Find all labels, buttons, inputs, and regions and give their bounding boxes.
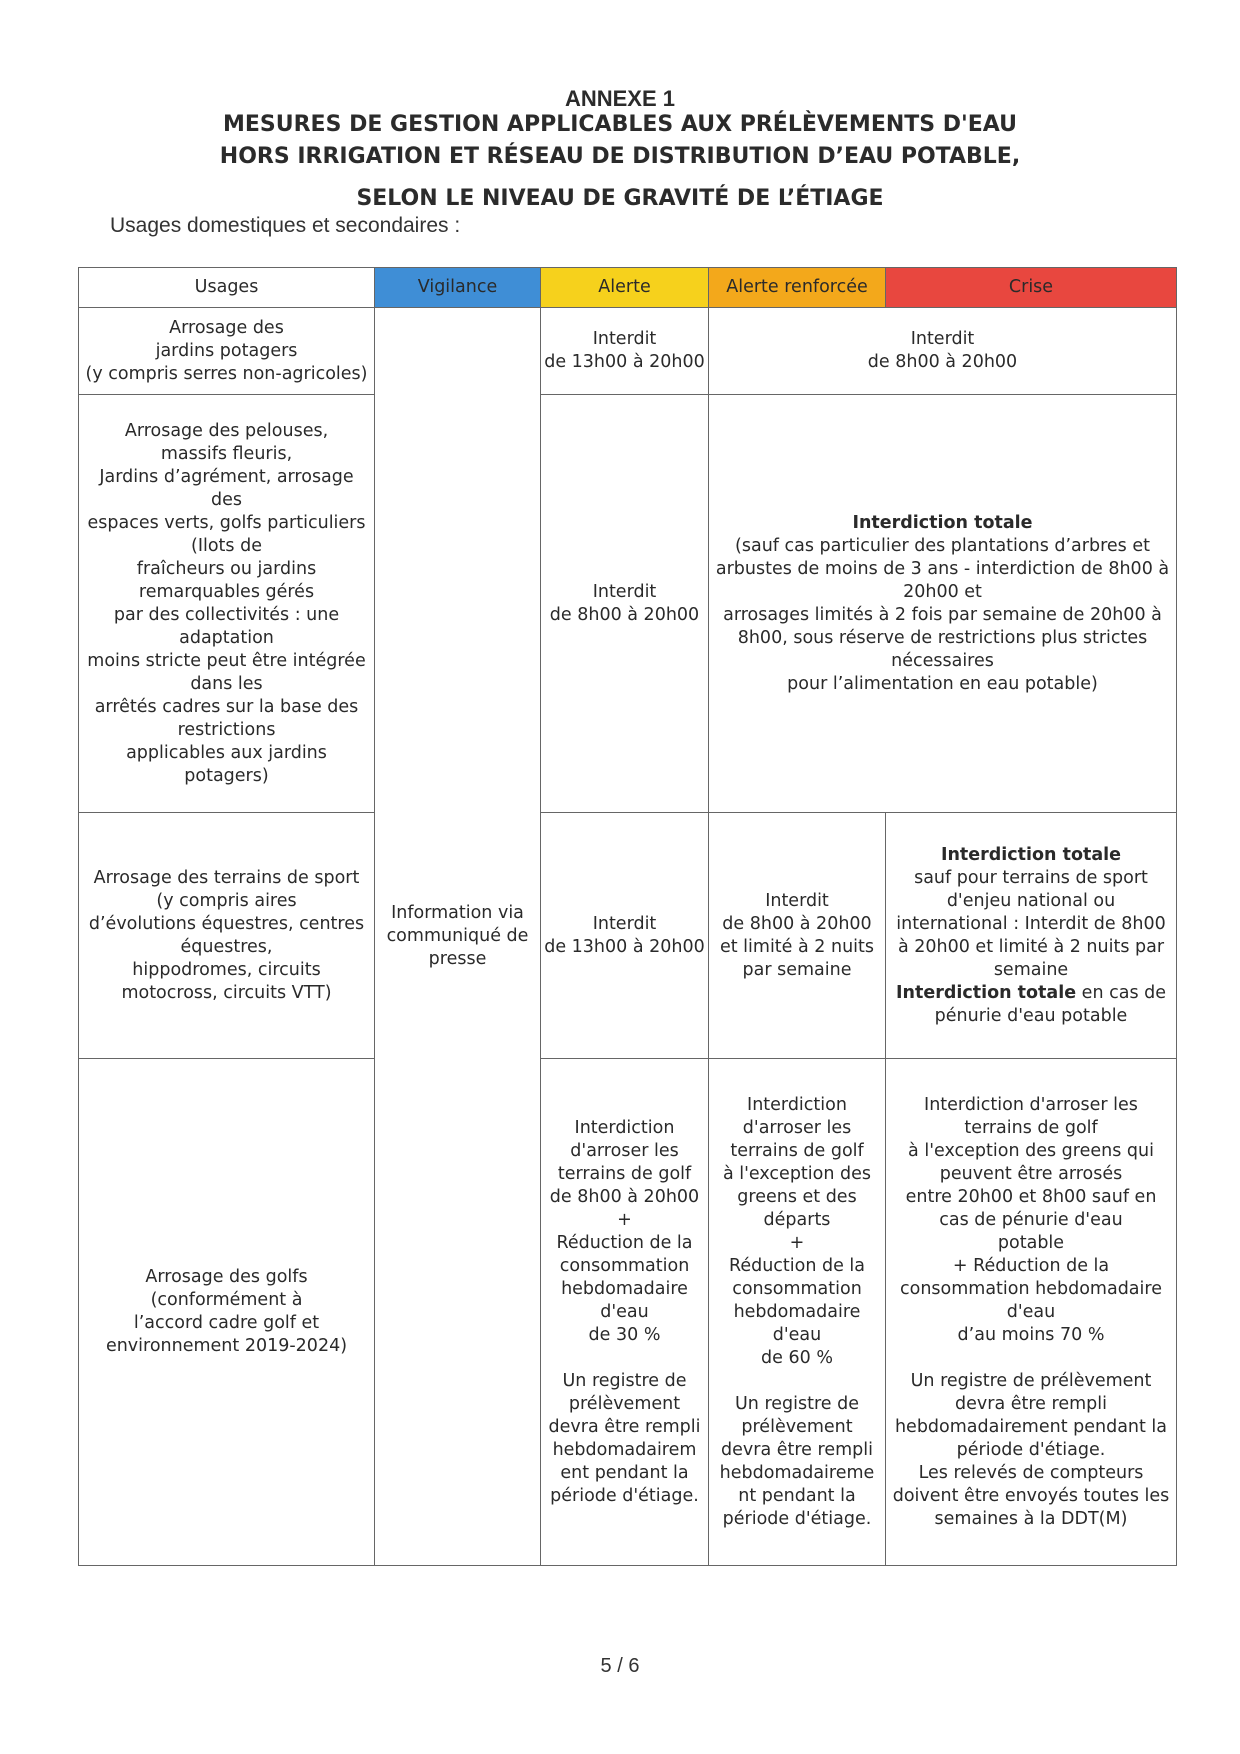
crise-details <box>888 867 1174 982</box>
text-line: l’accord cadre golf et <box>133 1313 320 1333</box>
text-line: cas de pénurie d'eau <box>939 1209 1123 1230</box>
text-line: Un registre de <box>734 1393 859 1414</box>
text-line: nt pendant la <box>738 1485 856 1506</box>
text-line: de 8h00 à 20h00 <box>867 352 1018 372</box>
text-line: d'eau <box>600 1301 649 1322</box>
text-line: Interdiction <box>574 1117 675 1138</box>
text-line: (y compris serres non-agricoles) <box>85 363 368 384</box>
text-line: adaptation <box>179 627 274 648</box>
crise-tail-line: pénurie d'eau potable <box>934 1005 1128 1026</box>
text-line: potable <box>997 1232 1065 1253</box>
text-line: hebdomadaire <box>733 1301 861 1322</box>
text-line: arrosages limités à 2 fois par semaine de 20h00 à <box>723 604 1162 625</box>
text-line: équestres, <box>180 936 273 957</box>
text-line: Réduction de la <box>556 1232 693 1253</box>
interdiction-totale-label: Interdiction totale <box>852 512 1033 533</box>
text-line: 20h00 et <box>903 581 982 602</box>
text-line: Les relevés de compteurs <box>918 1462 1144 1483</box>
text-line: Arrosage des <box>169 317 284 338</box>
text-line: à 20h00 et limité à 2 nuits par <box>897 936 1165 957</box>
text-line: sauf pour terrains de sport <box>914 867 1148 888</box>
text-line <box>711 1370 883 1393</box>
text-line: Arrosage des terrains de sport <box>93 867 360 888</box>
subtitle: Usages domestiques et secondaires : <box>110 214 461 237</box>
text-line: communiqué de <box>386 926 529 946</box>
text-line: période d'étiage. <box>722 1508 872 1529</box>
text-line: semaine <box>993 959 1069 980</box>
text-line: consommation <box>559 1255 690 1276</box>
text-line: Interdit <box>592 913 657 934</box>
text-line: de 8h00 à 20h00 <box>549 1186 700 1207</box>
alerte-cell <box>541 308 709 395</box>
text-line: arbustes de moins de 3 ans - interdiction de 8h00 à <box>715 558 1170 579</box>
text-line: hebdomadairem <box>552 1439 697 1460</box>
text-line: d’évolutions équestres, centres <box>88 913 365 934</box>
text-line: Interdit <box>592 329 657 349</box>
text-line: période d'étiage. <box>956 1439 1106 1460</box>
text-line: moins stricte peut être intégrée <box>87 650 366 671</box>
text-line: par semaine <box>742 959 852 980</box>
text-line: potagers) <box>184 765 269 786</box>
text-line: nécessaires <box>891 650 994 671</box>
text-line: devra être rempli <box>955 1393 1107 1414</box>
text-line: greens et des <box>737 1186 857 1207</box>
text-line: (y compris aires <box>156 890 297 911</box>
text-line: consommation hebdomadaire <box>900 1278 1162 1299</box>
text-line: jardins potagers <box>155 340 298 361</box>
text-line: à l'exception des <box>722 1163 872 1184</box>
text-line: d’au moins 70 % <box>957 1324 1105 1345</box>
usage-cell <box>79 395 375 813</box>
usage-cell <box>79 813 375 1059</box>
text-line: 8h00, sous réserve de restrictions plus strictes <box>737 627 1148 648</box>
text-line: Arrosage des pelouses, <box>124 420 329 441</box>
header-vigilance: Vigilance <box>375 268 541 308</box>
text-line: terrains de golf <box>730 1140 864 1161</box>
text-line: presse <box>428 949 487 969</box>
text-line: des <box>211 489 242 510</box>
text-line: applicables aux jardins <box>126 742 327 763</box>
text-line: ent pendant la <box>560 1462 689 1483</box>
table-row <box>79 308 1177 395</box>
alerte-cell <box>541 1059 709 1566</box>
text-line: Jardins d’agrément, arrosage <box>99 466 354 487</box>
text-line: hebdomadairement pendant la <box>894 1416 1168 1437</box>
text-line: hebdomadaireme <box>719 1462 875 1483</box>
alerte-renforcee-crise-cell <box>709 308 1177 395</box>
title-line-3: HORS IRRIGATION ET RÉSEAU DE DISTRIBUTION D’EAU POTABLE, <box>219 144 1021 169</box>
text-line: d'arroser les <box>742 1117 852 1138</box>
alerte-renforcee-cell <box>709 1059 886 1566</box>
text-line: restrictions <box>177 719 276 740</box>
alerte-renforcee-cell <box>709 813 886 1059</box>
text-line: Interdit <box>910 329 975 349</box>
text-line: à l'exception des greens qui <box>908 1140 1154 1161</box>
text-line: de 13h00 à 20h00 <box>544 352 705 372</box>
page-number: 5 / 6 <box>600 1655 640 1677</box>
table-row <box>79 395 1177 813</box>
text-line: de 60 % <box>761 1347 833 1368</box>
text-line: (conformément à <box>150 1290 303 1310</box>
vigilance-cell <box>375 308 541 1566</box>
text-line: Interdiction <box>747 1094 847 1115</box>
text-line: de 13h00 à 20h00 <box>544 936 705 957</box>
text-line: arrêtés cadres sur la base des <box>94 696 359 717</box>
text-line: Information via <box>391 903 524 923</box>
text-line: période d'étiage. <box>550 1485 699 1506</box>
text-line: par des collectivités : une <box>113 604 340 625</box>
text-line: d'arroser les <box>570 1140 679 1161</box>
header-usages: Usages <box>79 268 375 308</box>
text-line: peuvent être arrosés <box>939 1163 1123 1184</box>
text-line: prélèvement <box>568 1393 681 1414</box>
title-line-4: SELON LE NIVEAU DE GRAVITÉ DE L’ÉTIAGE <box>356 186 884 211</box>
text-line: environnement 2019-2024) <box>105 1336 348 1356</box>
text-line: semaines à la DDT(M) <box>934 1508 1128 1529</box>
header-alerte: Alerte <box>541 268 709 308</box>
usage-cell <box>79 308 375 395</box>
text-line: (Ilots de <box>191 535 262 556</box>
crise-cell <box>886 813 1177 1059</box>
text-line: Réduction de la <box>728 1255 866 1276</box>
text-line: + <box>789 1232 805 1253</box>
text-line: et limité à 2 nuits <box>719 936 875 957</box>
text-line: international : Interdit de 8h00 <box>896 913 1166 934</box>
text-line: pour l’alimentation en eau potable) <box>787 673 1098 694</box>
table-row <box>79 1059 1177 1566</box>
text-line: motocross, circuits VTT) <box>121 982 332 1003</box>
text-line: dans les <box>190 673 263 694</box>
interdiction-totale-label: Interdiction totale <box>940 844 1122 865</box>
text-line: de 30 % <box>588 1324 661 1345</box>
text-line: Interdit <box>765 890 829 911</box>
text-line: de 8h00 à 20h00 <box>549 604 700 625</box>
alerte-cell <box>541 395 709 813</box>
text-line: de 8h00 à 20h00 <box>722 913 872 934</box>
header-crise: Crise <box>886 268 1177 308</box>
text-line: départs <box>763 1209 831 1230</box>
table-row <box>79 813 1177 1059</box>
restriction-details <box>711 535 1174 696</box>
alerte-cell <box>541 813 709 1059</box>
text-line: Arrosage des golfs <box>145 1267 308 1287</box>
text-line: devra être rempli <box>721 1439 873 1460</box>
text-line: entre 20h00 et 8h00 sauf en <box>905 1186 1157 1207</box>
annex-title: ANNEXE 1 <box>564 86 676 111</box>
text-line: prélèvement <box>741 1416 853 1437</box>
header-row <box>79 268 1177 308</box>
text-line: devra être rempli <box>548 1416 701 1437</box>
text-line: Un registre de prélèvement <box>910 1370 1152 1391</box>
text-line: Interdit <box>592 581 657 602</box>
text-line <box>543 1347 706 1370</box>
text-line: hebdomadaire <box>561 1278 688 1299</box>
text-line <box>888 1347 1174 1370</box>
text-line: massifs fleuris, <box>160 443 293 464</box>
text-line: + <box>617 1209 632 1230</box>
text-line: remarquables gérés <box>138 581 315 602</box>
text-line: hippodromes, circuits <box>132 959 321 980</box>
text-line: Interdiction d'arroser les <box>924 1094 1138 1115</box>
crise-cell <box>886 1059 1177 1566</box>
text-line: d'eau <box>772 1324 822 1345</box>
text-line: Un registre de <box>562 1370 687 1391</box>
text-line: + Réduction de la <box>952 1255 1110 1276</box>
text-line: terrains de golf <box>557 1163 692 1184</box>
interdiction-totale-label: Interdiction totale <box>896 982 1077 1003</box>
text-line: doivent être envoyés toutes les <box>892 1485 1170 1506</box>
text-line: terrains de golf <box>964 1117 1098 1138</box>
crise-tail <box>888 982 1174 1005</box>
text-line: consommation <box>732 1278 862 1299</box>
text-line: espaces verts, golfs particuliers <box>87 512 366 533</box>
text-line: d'eau <box>1006 1301 1056 1322</box>
title-line-2: MESURES DE GESTION APPLICABLES AUX PRÉLÈVEMENTS D'EAU <box>222 112 1018 137</box>
text-line: fraîcheurs ou jardins <box>136 558 317 579</box>
header-alerte-renforcee: Alerte renforcée <box>709 268 886 308</box>
alerte-renforcee-crise-cell <box>709 395 1177 813</box>
measures-table <box>78 267 1177 1566</box>
text-line: (sauf cas particulier des plantations d’arbres et <box>735 535 1150 556</box>
usage-cell <box>79 1059 375 1566</box>
text-line: d'enjeu national ou <box>946 890 1116 911</box>
crise-tail-text: en cas de <box>1076 982 1166 1003</box>
